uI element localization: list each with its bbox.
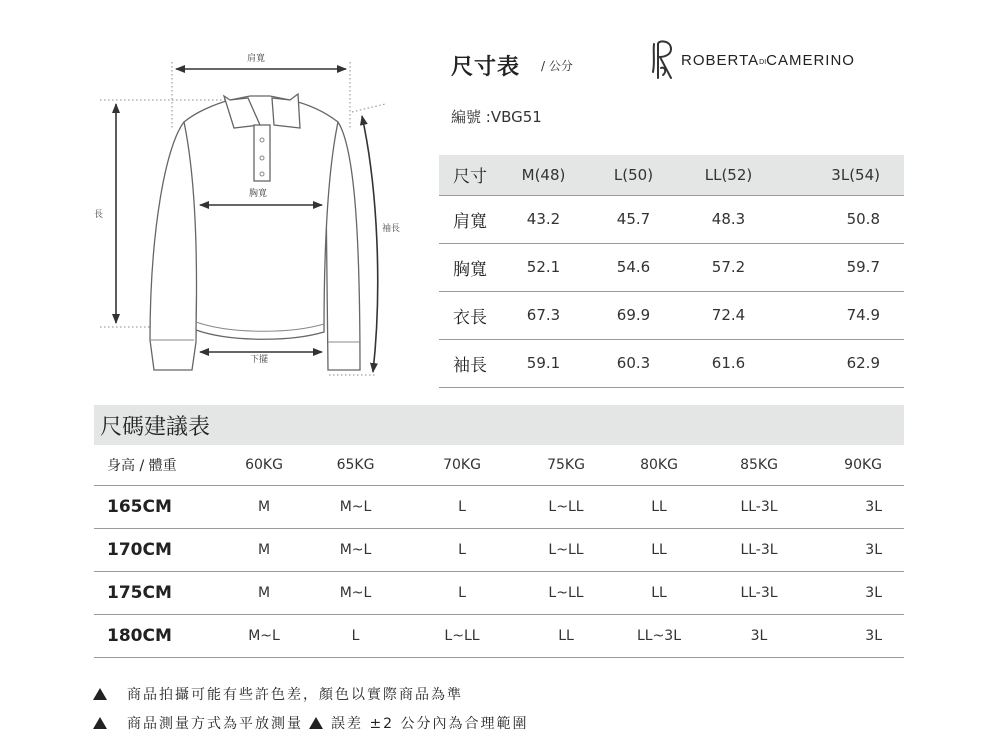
note-measurement xyxy=(93,713,529,733)
table-cell: 60.3 xyxy=(586,339,681,387)
height-label: 165CM xyxy=(94,485,224,528)
table-cell: M~L xyxy=(304,485,407,528)
size-col-header: L(50) xyxy=(586,155,681,195)
model-number: 編號 :VBG51 xyxy=(451,108,542,126)
hem-label: 下擺 xyxy=(250,355,269,365)
table-cell: 74.9 xyxy=(776,291,904,339)
shoulder-label: 肩寬 xyxy=(247,54,266,64)
unit-label: / 公分 xyxy=(541,59,573,73)
triangle-icon xyxy=(93,688,107,700)
table-cell: 3L xyxy=(703,614,815,657)
brand-name-part2: CAMERINO xyxy=(766,51,855,69)
table-cell: L~LL xyxy=(407,614,517,657)
table-cell: M~L xyxy=(304,528,407,571)
table-cell: LL-3L xyxy=(703,528,815,571)
brand-name-di: DI xyxy=(759,58,767,66)
note-text: 商品測量方式為平放測量 xyxy=(127,716,303,732)
triangle-icon xyxy=(93,717,107,729)
size-table-header-row xyxy=(439,155,904,195)
table-cell: 3L xyxy=(815,485,904,528)
table-cell: LL xyxy=(615,528,703,571)
weight-col-header: 90KG xyxy=(815,445,904,485)
recommendation-corner: 身高 / 體重 xyxy=(94,445,224,485)
table-row xyxy=(439,291,904,339)
size-table xyxy=(439,155,904,388)
weight-col-header: 65KG xyxy=(304,445,407,485)
table-row xyxy=(94,614,904,657)
size-col-header: M(48) xyxy=(501,155,586,195)
table-row xyxy=(94,485,904,528)
table-cell: M xyxy=(224,528,304,571)
table-cell: 52.1 xyxy=(501,243,586,291)
garment-diagram xyxy=(0,0,430,400)
table-cell: LL~3L xyxy=(615,614,703,657)
recommendation-header-row xyxy=(94,445,904,485)
table-cell: L~LL xyxy=(517,528,615,571)
polo-shirt-illustration xyxy=(0,0,430,400)
triangle-icon xyxy=(309,717,323,729)
table-row xyxy=(439,243,904,291)
shirt-outline xyxy=(150,94,360,370)
weight-col-header: 85KG xyxy=(703,445,815,485)
table-cell: 3L xyxy=(815,528,904,571)
recommendation-title-bar xyxy=(94,405,904,445)
row-label: 袖長 xyxy=(439,339,501,387)
table-row xyxy=(94,571,904,614)
table-cell: L~LL xyxy=(517,571,615,614)
height-label: 170CM xyxy=(94,528,224,571)
table-cell: 48.3 xyxy=(681,195,776,243)
table-cell: 59.1 xyxy=(501,339,586,387)
weight-col-header: 75KG xyxy=(517,445,615,485)
recommendation-table xyxy=(94,445,904,658)
table-cell: 72.4 xyxy=(681,291,776,339)
table-cell: 61.6 xyxy=(681,339,776,387)
sleeve-arrow xyxy=(362,116,378,372)
height-label: 175CM xyxy=(94,571,224,614)
table-cell: LL-3L xyxy=(703,571,815,614)
table-cell: 45.7 xyxy=(586,195,681,243)
page-title: 尺寸表 xyxy=(451,55,521,80)
recommendation-title: 尺碼建議表 xyxy=(100,415,211,440)
weight-col-header: 70KG xyxy=(407,445,517,485)
table-cell: LL xyxy=(615,485,703,528)
note-text: 商品拍攝可能有些許色差，顏色以實際商品為準 xyxy=(127,687,463,703)
roberta-r-logo-icon xyxy=(649,38,677,82)
length-label: 長 xyxy=(94,210,104,220)
table-row xyxy=(439,195,904,243)
size-table-corner: 尺寸 xyxy=(439,155,501,195)
table-cell: 3L xyxy=(815,571,904,614)
table-cell: 3L xyxy=(815,614,904,657)
table-cell: 43.2 xyxy=(501,195,586,243)
table-cell: LL xyxy=(615,571,703,614)
table-cell: L xyxy=(407,571,517,614)
table-cell: 59.7 xyxy=(776,243,904,291)
table-cell: 62.9 xyxy=(776,339,904,387)
table-cell: L~LL xyxy=(517,485,615,528)
table-cell: 57.2 xyxy=(681,243,776,291)
table-cell: M xyxy=(224,571,304,614)
sleeve-label: 袖長 xyxy=(382,224,401,234)
brand-logo xyxy=(649,38,855,82)
table-cell: L xyxy=(304,614,407,657)
table-cell: M~L xyxy=(224,614,304,657)
table-cell: M~L xyxy=(304,571,407,614)
table-row xyxy=(94,528,904,571)
chest-label: 胸寬 xyxy=(249,189,268,199)
size-col-header: LL(52) xyxy=(681,155,776,195)
table-cell: L xyxy=(407,485,517,528)
height-label: 180CM xyxy=(94,614,224,657)
brand-name-part1: ROBERTA xyxy=(681,51,760,69)
note-text: 誤差 ±2 公分內為合理範圍 xyxy=(331,716,529,732)
table-row xyxy=(439,339,904,387)
table-cell: 54.6 xyxy=(586,243,681,291)
note-color-difference xyxy=(93,684,463,704)
table-cell: M xyxy=(224,485,304,528)
brand-name xyxy=(681,52,855,69)
row-label: 胸寬 xyxy=(439,243,501,291)
table-cell: L xyxy=(407,528,517,571)
row-label: 肩寬 xyxy=(439,195,501,243)
row-label: 衣長 xyxy=(439,291,501,339)
table-cell: LL-3L xyxy=(703,485,815,528)
weight-col-header: 60KG xyxy=(224,445,304,485)
table-cell: 50.8 xyxy=(776,195,904,243)
size-col-header: 3L(54) xyxy=(776,155,904,195)
table-cell: 69.9 xyxy=(586,291,681,339)
table-cell: 67.3 xyxy=(501,291,586,339)
weight-col-header: 80KG xyxy=(615,445,703,485)
table-cell: LL xyxy=(517,614,615,657)
